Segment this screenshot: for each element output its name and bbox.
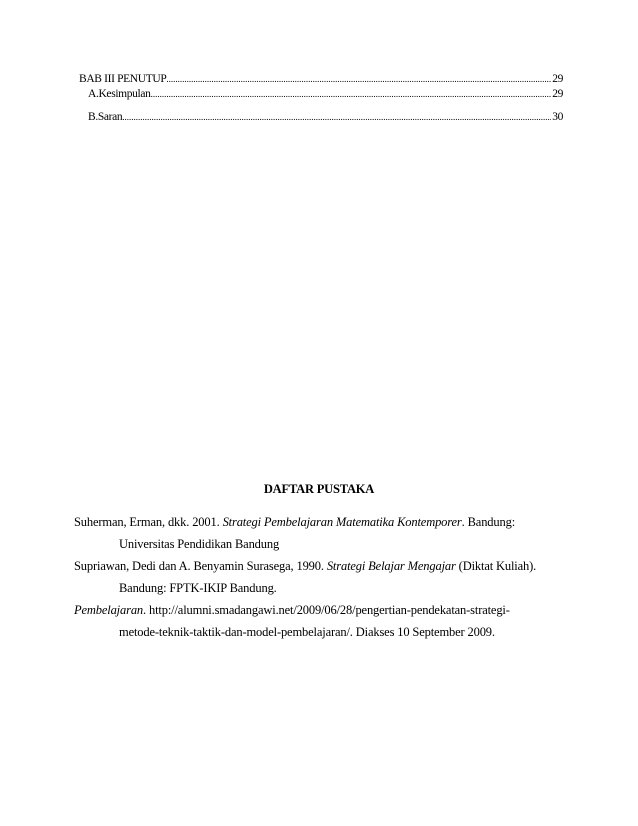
toc-entry-bab-iii: [79, 72, 563, 87]
reference-note: (Diktat Kuliah).: [455, 559, 537, 573]
toc-entry-saran: [79, 110, 563, 125]
reference-book-title: Strategi Belajar Mengajar: [326, 559, 456, 573]
toc-entry-kesimpulan: [79, 87, 563, 102]
toc-dot-leader: [122, 110, 551, 125]
toc-page-number: 30: [552, 111, 563, 123]
reference-book-title: Strategi Pembelajaran Matematika Kontemporer: [222, 515, 462, 529]
reference-continuation: Bandung: FPTK-IKIP Bandung.: [119, 581, 277, 595]
reference-book-title: Pembelajaran: [74, 603, 144, 617]
toc-page-number: 29: [552, 73, 563, 85]
toc-entry-label: A.Kesimpulan: [88, 88, 151, 100]
reference-authors: Suherman, Erman, dkk. 2001.: [74, 515, 223, 529]
reference-first-line: [74, 555, 574, 577]
toc-dot-leader: [151, 87, 552, 102]
toc-entry-label: B.Saran: [88, 111, 123, 123]
table-of-contents: [79, 72, 563, 125]
reference-url: . http://alumni.smadangawi.net/2009/06/28/pengertian-pendekatan-strategi-: [143, 603, 510, 617]
references-heading: DAFTAR PUSTAKA: [263, 482, 375, 496]
reference-entry: [74, 555, 574, 599]
toc-entry-label: BAB III PENUTUP: [79, 73, 167, 85]
reference-first-line: [74, 599, 574, 621]
reference-entry: [74, 599, 574, 643]
reference-continuation: Universitas Pendidikan Bandung: [119, 537, 280, 551]
toc-dot-leader: [166, 72, 551, 87]
reference-first-line: [74, 511, 574, 533]
reference-authors: Supriawan, Dedi dan A. Benyamin Surasega, 1990.: [74, 559, 327, 573]
reference-entry: [74, 511, 574, 555]
references-list: [74, 511, 574, 643]
reference-publisher: . Bandung:: [461, 515, 516, 529]
toc-page-number: 29: [552, 88, 563, 100]
reference-continuation: metode-teknik-taktik-dan-model-pembelajaran/. Diakses 10 September 2009.: [119, 625, 495, 639]
